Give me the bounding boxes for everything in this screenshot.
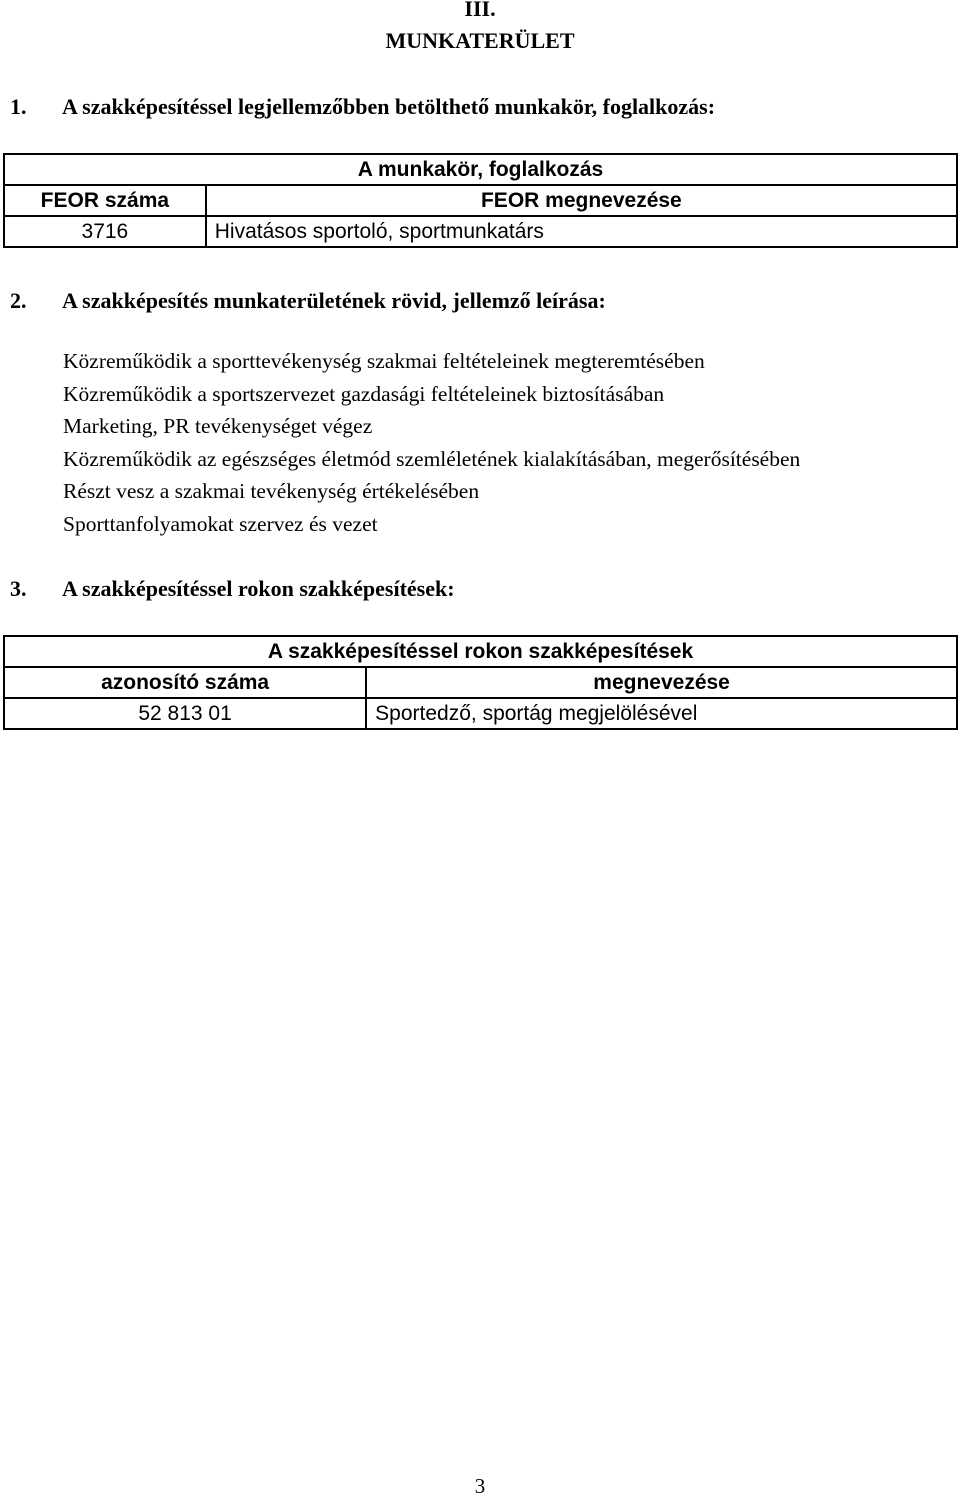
table-header-row	[4, 667, 957, 698]
feor-code-cell: 3716	[4, 216, 206, 247]
section-3-heading	[10, 576, 455, 602]
designation-cell: Sportedző, sportág megjelölésével	[366, 698, 957, 729]
table-row	[4, 698, 957, 729]
section-1-title: A szakképesítéssel legjellemzőbben betölthető munkakör, foglalkozás:	[62, 94, 716, 119]
list-item: Közreműködik a sportszervezet gazdasági feltételeinek biztosításában	[63, 381, 665, 406]
occupation-group-header: A munkakör, foglalkozás	[4, 154, 957, 185]
related-group-header: A szakképesítéssel rokon szakképesítések	[4, 636, 957, 667]
occupation-table	[3, 153, 958, 248]
table-header-row	[4, 185, 957, 216]
page-number: 3	[474, 1474, 486, 1498]
feor-name-header: FEOR megnevezése	[206, 185, 957, 216]
feor-code-header: FEOR száma	[4, 185, 206, 216]
table-header-row	[4, 636, 957, 667]
section-title: MUNKATERÜLET	[385, 28, 575, 53]
list-item: Közreműködik a sporttevékenység szakmai feltételeinek megteremtésében	[63, 349, 705, 373]
list-item: Marketing, PR tevékenységet végez	[63, 414, 373, 438]
table-row	[4, 216, 957, 247]
section-1-heading	[10, 94, 715, 120]
list-item: Részt vesz a szakmai tevékenység értékelésében	[63, 479, 480, 503]
section-2-title: A szakképesítés munkaterületének rövid, jellemző leírása:	[62, 288, 606, 313]
designation-header: megnevezése	[366, 667, 957, 698]
section-2-heading	[10, 288, 606, 314]
section-1-number: 1.	[10, 94, 27, 119]
table-header-row	[4, 154, 957, 185]
section-2-number: 2.	[10, 288, 27, 313]
related-qualifications-table	[3, 635, 958, 730]
list-item: Közreműködik az egészséges életmód szemléletének kialakításában, megerősítésében	[63, 446, 801, 471]
section-3-title: A szakképesítéssel rokon szakképesítések:	[62, 576, 455, 601]
identifier-cell: 52 813 01	[4, 698, 366, 729]
header-roman-numeral: III.	[464, 0, 496, 21]
identifier-header: azonosító száma	[4, 667, 366, 698]
list-item: Sporttanfolyamokat szervez és vezet	[63, 511, 378, 536]
work-area-description-list	[63, 345, 800, 540]
section-3-number: 3.	[10, 576, 27, 601]
feor-name-cell: Hivatásos sportoló, sportmunkatárs	[206, 216, 957, 247]
